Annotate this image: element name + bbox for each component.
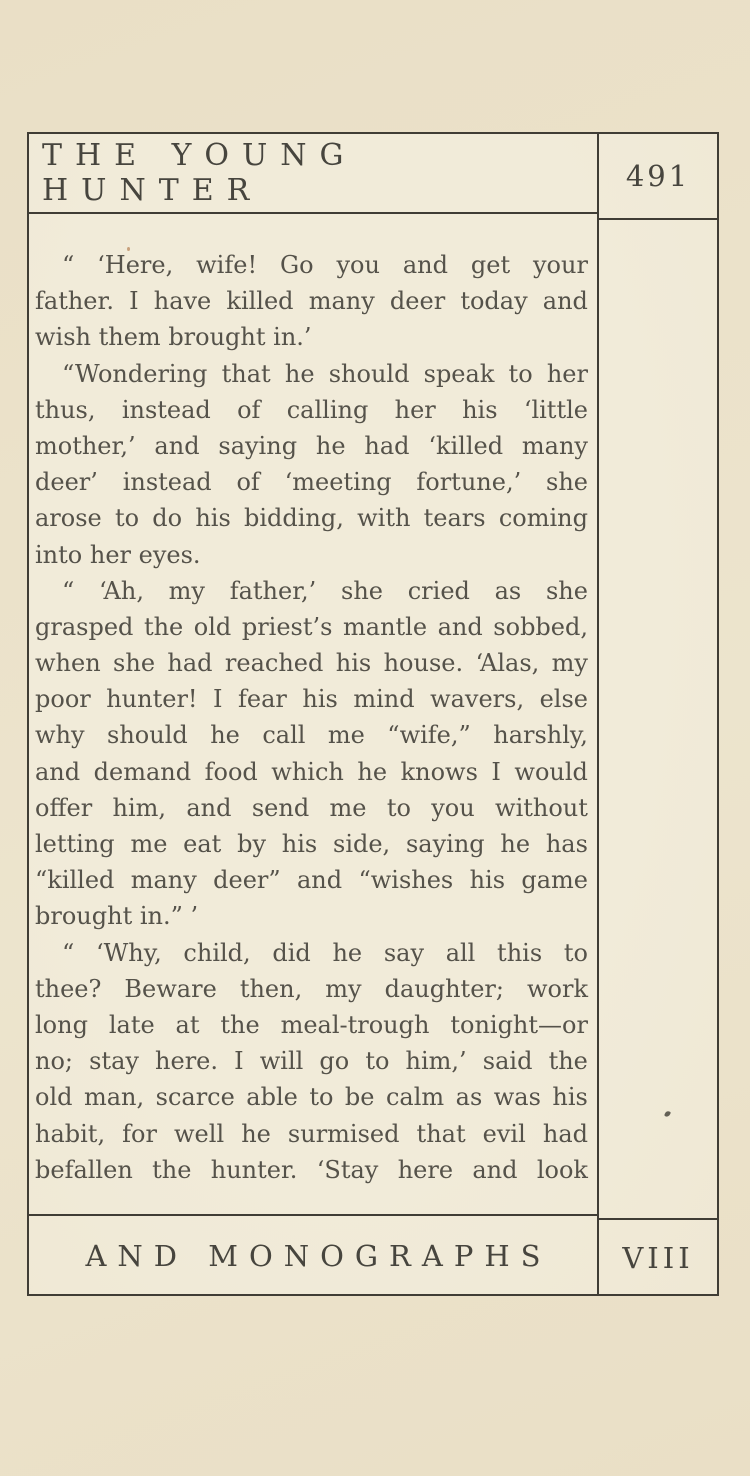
text-line: no; stay here. I will go to him,’ said the	[35, 1047, 588, 1076]
text-line: why should he call me “wife,” harshly,	[35, 721, 588, 750]
text-line: into her eyes.	[35, 540, 201, 569]
text-line: habit, for well he surmised that evil had	[35, 1119, 588, 1148]
text-line: old man, scarce able to be calm as was his	[35, 1083, 588, 1112]
text-line: grasped the old priest’s mantle and sobbed,	[35, 612, 588, 641]
text-line: deer’ instead of ‘meeting fortune,’ she	[35, 468, 588, 497]
paper-fleck	[127, 247, 130, 251]
text-line: “ ‘Ah, my father,’ she cried as she	[62, 576, 588, 605]
text-line: offer him, and send me to you without	[35, 793, 588, 822]
text-line: letting me eat by his side, saying he has	[35, 830, 588, 858]
text-line: father. I have killed many deer today and	[35, 287, 588, 316]
text-line: brought in.” ’	[35, 902, 199, 931]
header-rule-right	[599, 218, 717, 220]
text-column	[35, 247, 588, 1188]
text-line: thus, instead of calling her his ‘little	[35, 395, 588, 424]
text-line: arose to do his bidding, with tears coming	[35, 504, 588, 533]
text-line: when she had reached his house. ‘Alas, my	[35, 649, 588, 678]
text-line: wish them brought in.’	[35, 323, 312, 352]
text-line: “ ‘Why, child, did he say all this to	[62, 938, 588, 967]
text-line: befallen the hunter. ‘Stay here and look	[35, 1155, 588, 1184]
page-frame	[27, 132, 719, 1296]
text-line: thee? Beware then, my daughter; work	[35, 974, 588, 1003]
text-line: “killed many deer” and “wishes his game	[35, 866, 588, 895]
volume-number: VIII	[622, 1241, 694, 1275]
running-title: THE YOUNG HUNTER	[42, 138, 357, 208]
header-rule-left	[29, 212, 597, 214]
text-line: “Wondering that he should speak to her	[62, 359, 588, 388]
column-divider-rule	[597, 134, 599, 1294]
text-line: long late at the meal-trough tonight—or	[35, 1010, 588, 1039]
text-line: “ ‘Here, wife! Go you and get your	[62, 251, 588, 279]
page-number: 491	[625, 159, 691, 193]
series-title: AND MONOGRAPHS	[85, 1239, 552, 1273]
text-line: and demand food which he knows I would	[35, 757, 588, 786]
text-line: mother,’ and saying he had ‘killed many	[35, 431, 588, 460]
text-line: poor hunter! I fear his mind wavers, else	[35, 685, 588, 714]
